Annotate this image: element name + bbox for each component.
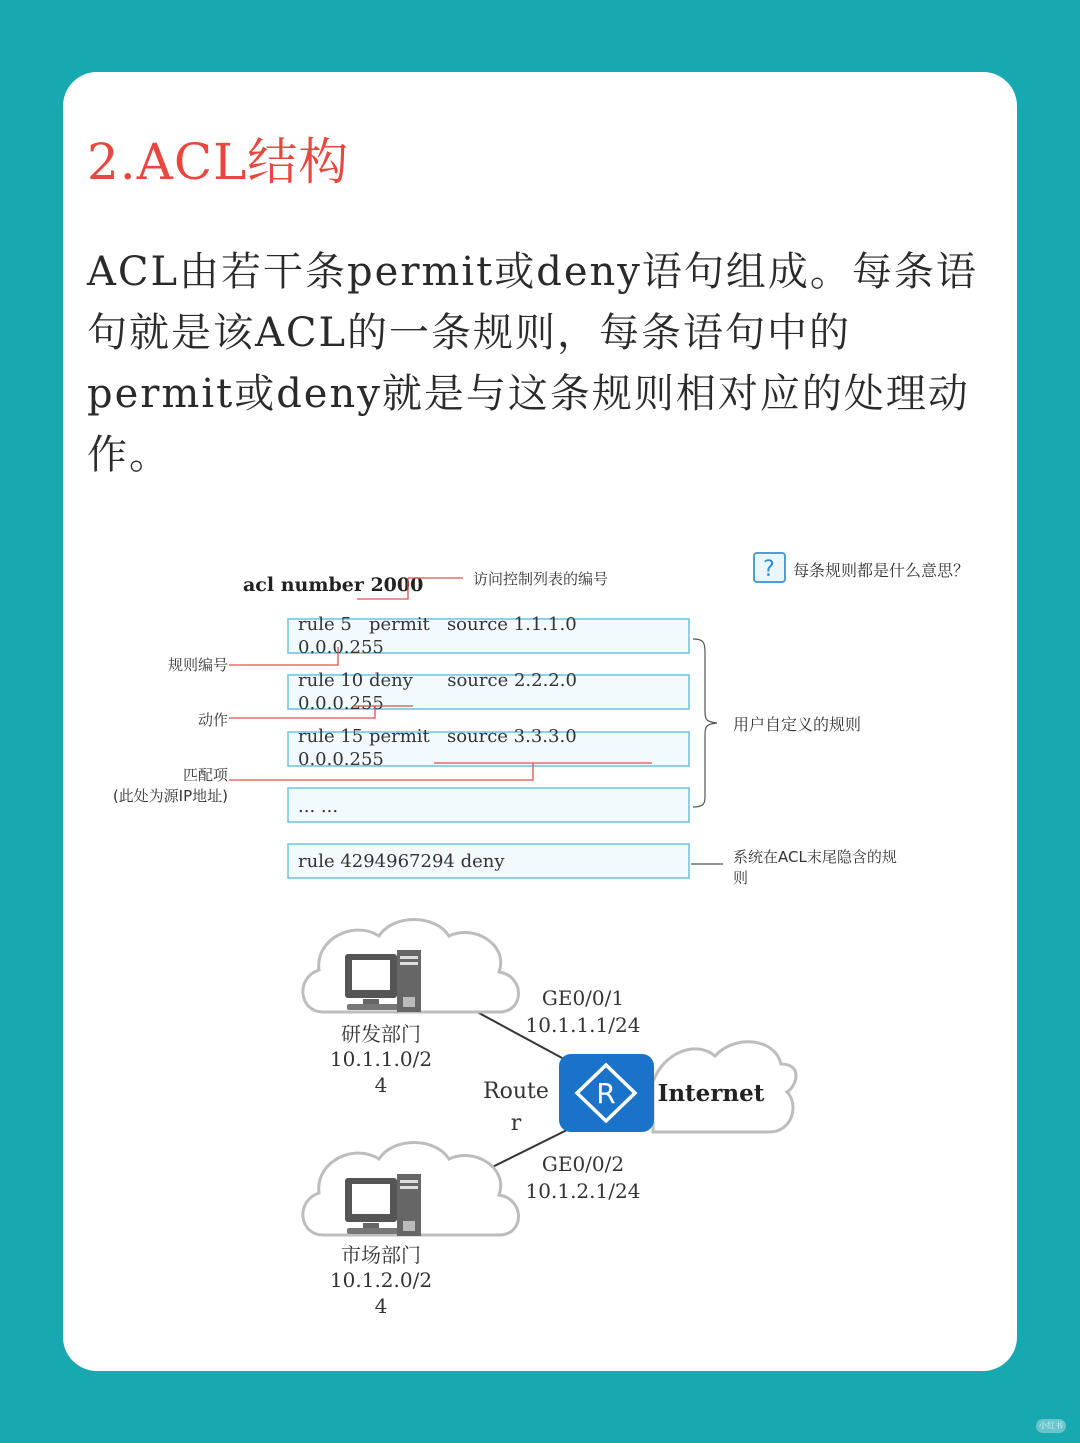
dept1-name: 研发部门 <box>341 1022 421 1046</box>
router-label-2: r <box>510 1111 522 1136</box>
router-icon-letter: R <box>596 1077 616 1110</box>
page-title: 2.ACL结构 <box>87 133 350 191</box>
internet-label: Internet <box>657 1080 765 1107</box>
help-question-mark: ? <box>763 557 775 582</box>
label-implicit-1: 系统在ACL末尾隐含的规 <box>733 848 897 866</box>
dept1-net-2: 4 <box>374 1073 388 1097</box>
rule-3-line2: 0.0.0.255 <box>298 749 384 770</box>
help-icon[interactable] <box>754 553 785 582</box>
network-topology <box>303 920 796 1319</box>
router-icon[interactable] <box>559 1054 654 1132</box>
label-user-rules: 用户自定义的规则 <box>733 715 862 734</box>
dept1-net-1: 10.1.1.0/2 <box>329 1047 433 1071</box>
watermark: 小红书 <box>1036 1419 1066 1433</box>
label-rule-id: 规则编号 <box>167 656 228 674</box>
rule-1-line1: rule 5 permit source 1.1.1.0 <box>298 614 577 635</box>
if1-ip: 10.1.1.1/24 <box>525 1013 641 1037</box>
rule-1-line2: 0.0.0.255 <box>298 637 384 658</box>
intro-paragraph: ACL由若干条permit或deny语句组成。每条语句就是该ACL的一条规则，每条语句中的permit或deny就是与这条规则相对应的处理动作。 <box>87 249 978 478</box>
acl-structure-diagram <box>63 72 1017 1371</box>
rule-2-line2: 0.0.0.255 <box>298 693 384 714</box>
acl-number-label: 访问控制列表的编号 <box>473 570 609 588</box>
rule-ellipsis: ... ... <box>298 796 339 817</box>
if2-ip: 10.1.2.1/24 <box>525 1179 641 1203</box>
content-card <box>63 72 1017 1371</box>
dept2-net-2: 4 <box>374 1294 388 1318</box>
label-match-1: 匹配项 <box>182 766 228 784</box>
acl-number-text: acl number 2000 <box>243 574 424 596</box>
help-text: 每条规则都是什么意思？ <box>793 561 970 580</box>
user-rules-bracket <box>693 639 717 807</box>
label-action: 动作 <box>197 711 228 729</box>
label-implicit-2: 则 <box>733 869 749 887</box>
rule-box <box>288 788 689 822</box>
label-match-2: (此处为源IP地址) <box>112 787 228 805</box>
if1-name: GE0/0/1 <box>541 986 625 1010</box>
if2-name: GE0/0/2 <box>541 1152 625 1176</box>
rule-3-line1: rule 15 permit source 3.3.3.0 <box>298 726 577 747</box>
implicit-rule-text: rule 4294967294 deny <box>298 851 505 872</box>
router-label-1: Route <box>483 1079 549 1104</box>
dept2-net-1: 10.1.2.0/2 <box>329 1268 433 1292</box>
dept2-name: 市场部门 <box>341 1243 421 1267</box>
acl-structure <box>113 553 969 887</box>
rule-2-line1: rule 10 deny source 2.2.2.0 <box>298 670 577 691</box>
